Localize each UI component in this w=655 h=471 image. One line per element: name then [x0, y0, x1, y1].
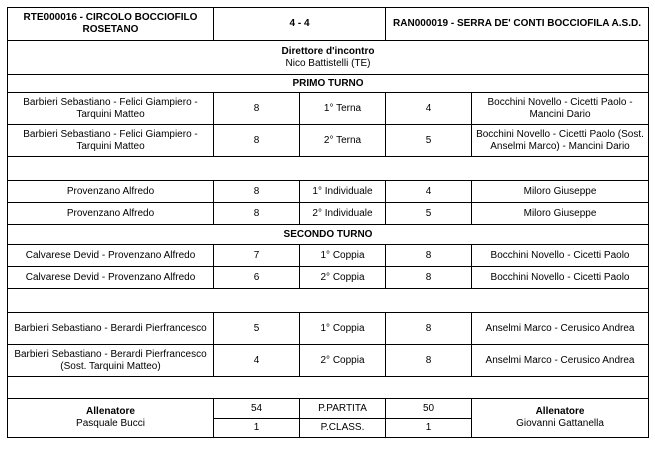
spacer-row [8, 377, 649, 399]
home-coach-cell [8, 399, 214, 438]
away-players: Bocchini Novello - Cicetti Paolo [472, 267, 649, 289]
away-score: 4 [386, 181, 472, 203]
away-coach-name: Giovanni Gattanella [516, 418, 604, 429]
away-players: Miloro Giuseppe [472, 203, 649, 225]
match-row [8, 313, 649, 345]
away-score: 8 [386, 267, 472, 289]
home-players: Provenzano Alfredo [8, 181, 214, 203]
match-row [8, 93, 649, 125]
away-players: Bocchini Novello - Cicetti Paolo - Mancini Dario [472, 93, 649, 125]
away-players: Bocchini Novello - Cicetti Paolo [472, 245, 649, 267]
game-type: 2° Coppia [300, 267, 386, 289]
home-coach-label: Allenatore [86, 406, 135, 417]
home-partita-points: 54 [214, 399, 300, 419]
second-round-title: SECONDO TURNO [8, 225, 649, 245]
match-row [8, 125, 649, 157]
home-players: Provenzano Alfredo [8, 203, 214, 225]
home-score: 6 [214, 267, 300, 289]
section-title-row [8, 75, 649, 93]
class-label: P.CLASS. [300, 419, 386, 438]
home-coach-name: Pasquale Bucci [76, 418, 145, 429]
director-cell [8, 41, 649, 75]
match-score: 4 - 4 [214, 8, 386, 41]
home-score: 8 [214, 181, 300, 203]
home-players: Barbieri Sebastiano - Felici Giampiero - Tarquini Matteo [8, 125, 214, 157]
away-team-name: RAN000019 - SERRA DE' CONTI BOCCIOFILA A.S.D. [386, 8, 649, 41]
section-title-row [8, 225, 649, 245]
match-row [8, 345, 649, 377]
away-score: 8 [386, 245, 472, 267]
away-class-points: 1 [386, 419, 472, 438]
away-players: Anselmi Marco - Cerusico Andrea [472, 313, 649, 345]
director-row [8, 41, 649, 75]
home-players: Barbieri Sebastiano - Felici Giampiero - Tarquini Matteo [8, 93, 214, 125]
spacer-cell [8, 289, 649, 313]
header-row [8, 8, 649, 41]
home-score: 4 [214, 345, 300, 377]
home-score: 7 [214, 245, 300, 267]
home-players: Calvarese Devid - Provenzano Alfredo [8, 267, 214, 289]
spacer-row [8, 157, 649, 181]
away-score: 5 [386, 203, 472, 225]
footer-row-partita [8, 399, 649, 419]
home-team-name: RTE000016 - CIRCOLO BOCCIOFILO ROSETANO [8, 8, 214, 41]
match-row [8, 203, 649, 225]
away-coach-label: Allenatore [535, 406, 585, 417]
home-players: Barbieri Sebastiano - Berardi Pierfrancesco (Sost. Tarquini Matteo) [8, 345, 214, 377]
home-score: 8 [214, 203, 300, 225]
first-round-title: PRIMO TURNO [8, 75, 649, 93]
away-coach-cell [472, 399, 649, 438]
away-partita-points: 50 [386, 399, 472, 419]
home-score: 5 [214, 313, 300, 345]
match-row [8, 181, 649, 203]
away-players: Miloro Giuseppe [472, 181, 649, 203]
away-players: Bocchini Novello - Cicetti Paolo (Sost. Anselmi Marco) - Mancini Dario [472, 125, 649, 157]
home-score: 8 [214, 93, 300, 125]
away-score: 5 [386, 125, 472, 157]
away-score: 4 [386, 93, 472, 125]
game-type: 1° Individuale [300, 181, 386, 203]
away-score: 8 [386, 345, 472, 377]
away-players: Anselmi Marco - Cerusico Andrea [472, 345, 649, 377]
game-type: 1° Coppia [300, 313, 386, 345]
home-players: Calvarese Devid - Provenzano Alfredo [8, 245, 214, 267]
spacer-cell [8, 157, 649, 181]
game-type: 1° Coppia [300, 245, 386, 267]
director-label: Direttore d'incontro [281, 45, 375, 57]
away-score: 8 [386, 313, 472, 345]
match-row [8, 267, 649, 289]
director-name: Nico Battistelli (TE) [285, 57, 371, 69]
home-score: 8 [214, 125, 300, 157]
partita-label: P.PARTITA [300, 399, 386, 419]
game-type: 2° Individuale [300, 203, 386, 225]
home-class-points: 1 [214, 419, 300, 438]
match-sheet-table [7, 7, 649, 438]
game-type: 2° Coppia [300, 345, 386, 377]
spacer-row [8, 289, 649, 313]
game-type: 2° Terna [300, 125, 386, 157]
home-players: Barbieri Sebastiano - Berardi Pierfrancesco [8, 313, 214, 345]
game-type: 1° Terna [300, 93, 386, 125]
match-row [8, 245, 649, 267]
spacer-cell [8, 377, 649, 399]
